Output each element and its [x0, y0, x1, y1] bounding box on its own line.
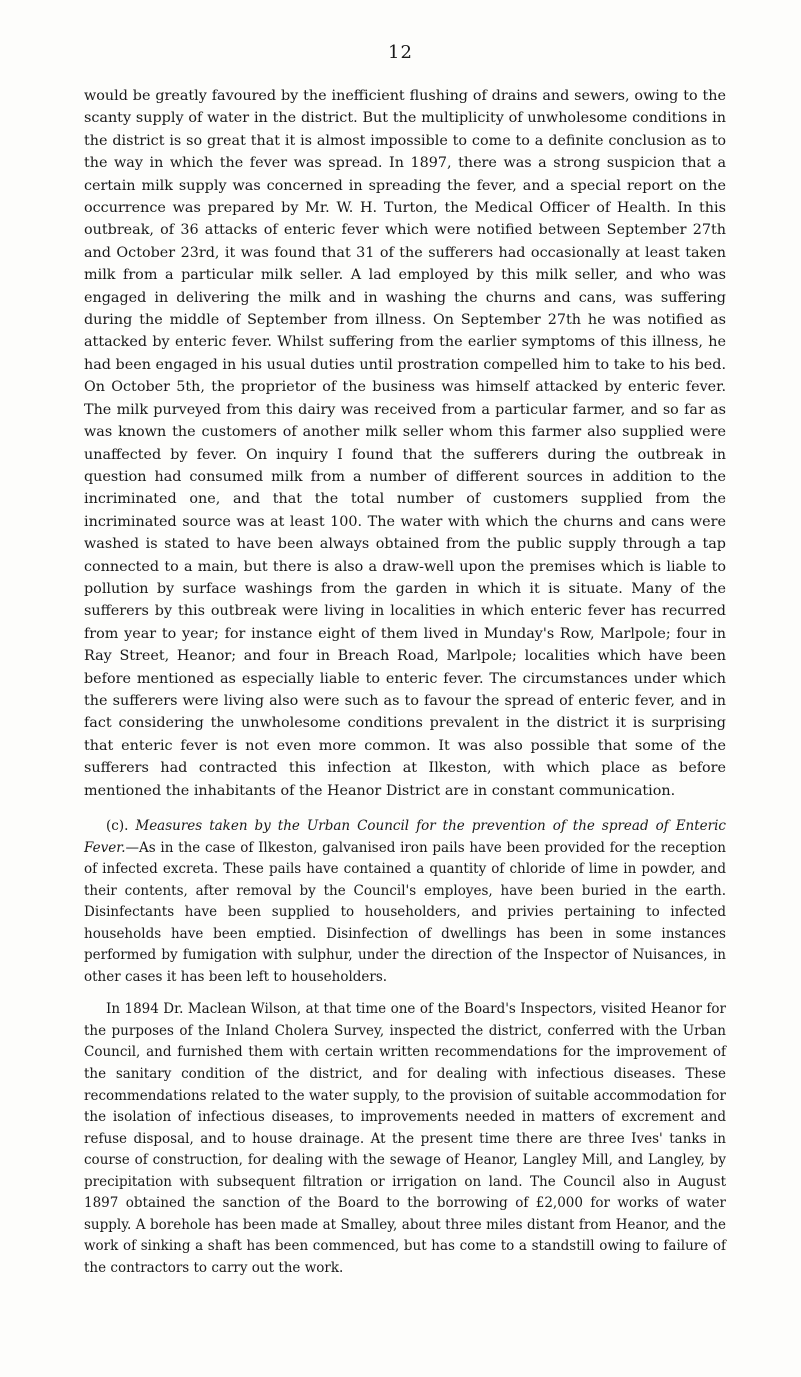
paragraph-measures — [84, 816, 726, 988]
body-text — [84, 85, 726, 1279]
heading-dash: — — [125, 839, 139, 856]
section-label: (c). — [106, 818, 129, 834]
paragraph-milk-outbreak: would be greatly favoured by the inefficient flushing of drains and sewers, owing to the scanty supply of water in the district. But the multiplicity of unwholesome conditions in the district is so great that it is almost impossible to come to a definite conclusion as to the way in which the fever was spread. In 1897, there was a strong suspicion that a certain milk supply was concerned in spreading the fever, and a special report on the occurrence was prepared by Mr. W. H. Turton, the Medical Officer of Health. In this outbreak, of 36 attacks of enteric fever which were notified between September 27th and October 23rd, it was found that 31 of the sufferers had occasionally at least taken milk from a particular milk seller. A lad employed by this milk seller, and who was engaged in delivering the milk and in washing the churns and cans, was suffering during the middle of September from illness. On September 27th he was notified as attacked by enteric fever. Whilst suffering from the earlier symptoms of this illness, he had been engaged in his usual duties until prostration compelled him to take to his bed. On October 5th, the proprietor of the business was himself attacked by enteric fever. The milk purveyed from this dairy was received from a particular farmer, and so far as was known the customers of another milk seller whom this farmer also supplied were unaffected by fever. On inquiry I found that the sufferers during the outbreak in question had consumed milk from a number of different sources in addition to the incriminated one, and that the total number of customers supplied from the incriminated source was at least 100. The water with which the churns and cans were washed is stated to have been always obtained from the public supply through a tap connected to a main, but there is also a draw-well upon the premises which is liable to pollution by surface washings from the garden in which it is situate. Many of the sufferers by this outbreak were living in localities in which enteric fever has recurred from year to year; for instance eight of them lived in Munday's Row, Marlpole; four in Ray Street, Heanor; and four in Breach Road, Marlpole; localities which have been before mentioned as especially liable to enteric fever. The circumstances under which the sufferers were living also were such as to favour the spread of enteric fever, and in fact considering the unwholesome conditions prevalent in the district it is surprising that enteric fever is not even more common. It was also possible that some of the sufferers had contracted this infection at Ilkeston, with which place as before mentioned the inhabitants of the Heanor District are in constant communication. — [84, 88, 726, 799]
section-heading: Measures taken by the Urban Council for the prevention of the spread of Enteric Fever. — [84, 818, 726, 856]
page-number: 12 — [388, 42, 413, 63]
measures-body: As in the case of Ilkeston, galvanised iron pails have been provided for the reception of infected excreta. These pails have contained a quantity of chloride of lime in powder, and their contents, after removal by the Council's employes, have been buried in the earth. Disinfectants have been supplied to householders, and privies pertaining to infected households have been emptied. Disinfection of dwellings has been in some instances performed by fumigation with sulphur, under the direction of the Inspector of Nuisances, in other cases it has been left to householders. — [84, 839, 726, 985]
paragraph-inspection: In 1894 Dr. Maclean Wilson, at that time one of the Board's Inspectors, visited Heanor for the purposes of the Inland Cholera Survey, inspected the district, conferred with the Urban Council, and furnished them with certain written recommendations for the improvement of the sanitary condition of the district, and for dealing with infectious diseases. These recommendations related to the water supply, to the provision of suitable accommodation for the isolation of infectious diseases, to improvements needed in matters of excrement and refuse disposal, and to house drainage. At the present time there are three Ives' tanks in course of construction, for dealing with the sewage of Heanor, Langley Mill, and Langley, by precipitation with subsequent filtration or irrigation on land. The Council also in August 1897 obtained the sanction of the Board to the borrowing of £2,000 for works of water supply. A borehole has been made at Smalley, about three miles distant from Heanor, and the work of sinking a shaft has been commenced, but has come to a standstill owing to failure of the contractors to carry out the work. — [84, 1001, 726, 1276]
